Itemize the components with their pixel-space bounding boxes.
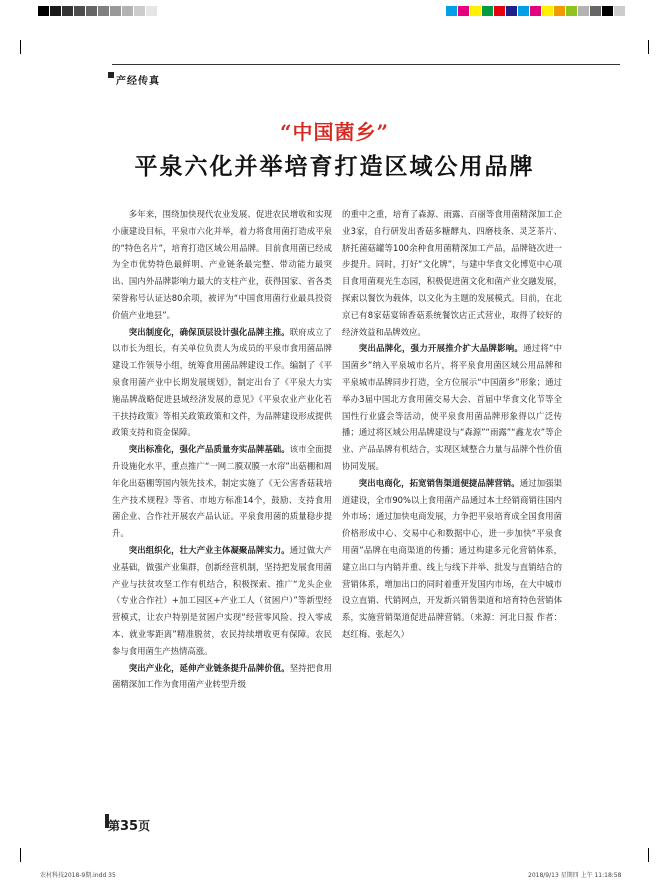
color-swatch [542,6,553,16]
paragraph-lead: 突出制度化，确保顶层设计强化品牌主推。 [128,326,290,337]
color-swatch [470,6,481,16]
section-label: 产经传真 [116,76,160,87]
gray-swatch [134,6,145,16]
cmyk-color-bars [446,6,625,16]
article-paragraph: 的重中之重，培育了森源、雨露、百丽等食用菌精深加工企业3家，自行研发出香菇多糖酵丸、四磨枝条、灵芝茶片、脐托菌菇罐等100余种食用菌精深加工产品，品牌链次进一步提升。同时，打好“文化牌”，与建中华食文化博览中心项目食用菌观光生态园，积极促进菌文化和菌产业交融发展，探索以餐饮为载体，以文化为主题的发展模式。目前，在北京已有8家菇宴锦香菇系统餐饮店正式营业，取得了较好的经济效益和品牌效应。 [342,209,562,337]
article-title: 平泉六化并举培育打造区域公用品牌 [134,153,535,180]
color-swatch [446,6,457,16]
article-paragraph: 突出品牌化，强力开展推介扩大品牌影响。通过将“中国菌乡”纳入平泉城市名片，将平泉食用菌区域公用品牌和平泉城市品牌同步打造，全方位展示“中国菌乡”形象；通过举办3届中国北方食用菌交易大会、首届中华食文化节等全国性行业盛会等活动，使平泉食用菌品牌形象得以广泛传播；通过将区域公用品牌建设与“森源”“雨露”“鑫龙农”等企业、产品品牌有机结合，实现区域整合力量与品牌个性价值协同发展。 [342,343,563,471]
gray-swatch [38,6,49,16]
page-number [108,817,150,834]
color-swatch [554,6,565,16]
color-swatch [602,6,613,16]
gray-swatch [146,6,157,16]
paragraph-lead: 突出品牌化，强力开展推介扩大品牌影响。 [358,343,524,354]
paragraph-lead: 突出组织化，壮大产业主体凝聚品牌实力。 [128,544,290,555]
article-paragraph: 多年来，围绕加快现代农业发展、促进农民增收和实现小康建设目标，平泉市六化并举，着力将食用菌打造成平泉的“特色名片”，培育打造区域公用品牌。目前食用菌已经成为全市优势特色最鲜明、产业链条最完整、带动能力最突出、国内外品牌影响力最大的支柱产业，获得国家、省各类荣誉称号认证达80余项，被评为“中国食用菌行业最具投资价值产业地县”。 [112,209,332,320]
color-swatch [530,6,541,16]
page-suffix: 页 [138,819,151,833]
paragraph-lead: 突出标准化，强化产品质量夯实品牌基础。 [128,444,290,455]
color-swatch [578,6,589,16]
gray-swatch [122,6,133,16]
footer-timestamp: 2018/9/13 星期四 上午 11:18:58 [528,872,622,879]
crop-mark [20,40,21,54]
gray-swatch [62,6,73,16]
article-paragraph: 突出制度化，确保顶层设计强化品牌主推。联府成立了以市长为组长，有关单位负责人为成员的平泉市食用菌品牌建设工作领导小组，统筹食用菌品牌建设工作。编制了《平泉食用菌产业中长期发展规划》，制定出台了《平泉大力实施品牌战略促进县域经济发展的意见》《平泉农业产业化若干扶持政策》等相关政策政策和文件，为品牌建设形成提供政策支持和资金保障。 [112,326,333,438]
section-rule [112,64,620,65]
gray-swatch [86,6,97,16]
article-paragraph: 突出电商化，拓宽销售渠道便捷品牌营销。通过加强渠道建设，全市90%以上食用菌产品通过本土经销商销往国内外市场；通过加快电商发展，力争把平泉培育成全国食用菌价格形成中心、交易中心和数据中心，进一步加快“平泉食用菌”品牌在电商渠道的传播；通过构建多元化营销体系，建立出口与内销并重、线上与线下并举、批发与直销结合的营销体系，增加出口的同时着重开发国内市场，在大中城市设立直销、代销网点，开发新兴销售渠道和培育特色营销体系，实施营销渠道促进品牌营销。（来源：河北日报 作者：赵红梅、张起久） [342,477,563,639]
color-swatch [482,6,493,16]
section-marker [108,72,114,78]
color-swatch [506,6,517,16]
grayscale-color-bars [38,6,157,16]
color-swatch [458,6,469,16]
article-column-right [342,206,562,643]
gray-swatch [74,6,85,16]
article-column-left [112,206,332,693]
color-swatch [590,6,601,16]
footer-filename: 农村科技2018-9期.indd 35 [40,872,116,879]
gray-swatch [110,6,121,16]
color-swatch [614,6,625,16]
page-prefix: 第 [108,819,121,833]
crop-mark [20,848,21,862]
paragraph-lead: 突出产业化，延伸产业链条提升品牌价值。 [128,662,290,673]
article-kicker: “中国菌乡” [279,120,389,144]
gray-swatch [50,6,61,16]
crop-mark [648,40,649,54]
article-paragraph: 突出组织化，壮大产业主体凝聚品牌实力。通过做大产业基础，做强产业集群，创新经营机制，坚持把发展食用菌产业与扶贫攻坚工作有机结合，积极探索、推广“龙头企业（专业合作社）+加工园区+产业工人（贫困户）”等新型经营模式，让农户特别是贫困户实现“经营零风险、投入零成本、就业零距离”精准脱贫，农民持续增收更有保障。农民参与食用菌生产热情高涨。 [112,544,333,656]
article-paragraph: 突出标准化，强化产品质量夯实品牌基础。该市全面提升设施化水平，重点推广“一网二膜双膜一水帘”出菇棚和周年化出菇棚等国内领先技术，制定实施了《无公害香菇栽培生产技术规程》等省、市地方标准14个，鼓励、支持食用菌企业、合作社开展农产品认证。平泉食用菌的质量稳步提升。 [112,444,333,539]
color-swatch [566,6,577,16]
color-swatch [518,6,529,16]
crop-mark [648,848,649,862]
page-number-value: 35 [120,819,139,834]
color-swatch [494,6,505,16]
article-paragraph: 突出产业化，延伸产业链条提升品牌价值。坚持把食用菌精深加工作为食用菌产业转型升级 [112,662,333,690]
gray-swatch [98,6,109,16]
paragraph-lead: 突出电商化，拓宽销售渠道便捷品牌营销。 [358,477,520,488]
